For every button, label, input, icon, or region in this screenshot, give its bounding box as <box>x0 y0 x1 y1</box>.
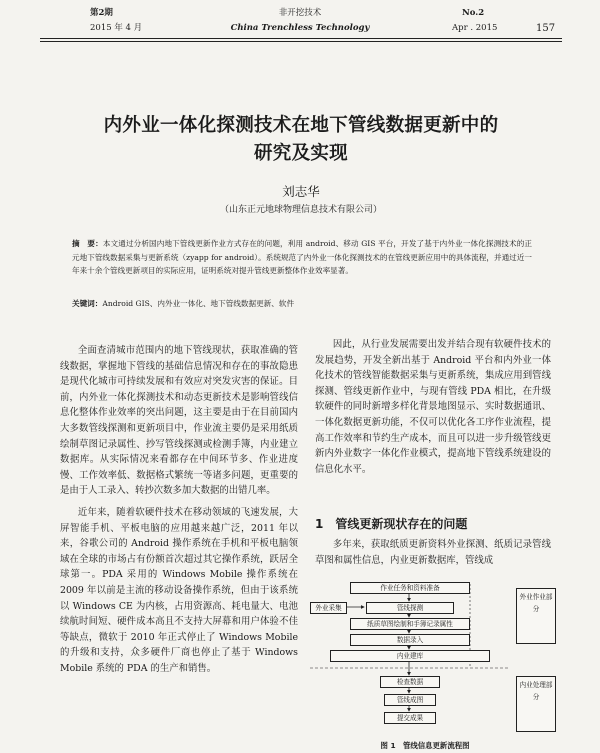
flow-step-data-entry: 数据录入 <box>350 634 470 646</box>
right-column <box>315 337 551 477</box>
header-rule-thin <box>40 41 562 42</box>
abstract <box>72 237 532 278</box>
article-title-line1: 内外业一体化探测技术在地下管线数据更新中的 <box>103 115 499 136</box>
page-number: 157 <box>536 23 556 34</box>
flow-step-paper-sketch: 纸质草图绘制和手簿记录属性 <box>350 618 470 630</box>
field-work-label: 外业作业部分 <box>516 588 556 644</box>
body-paragraph: 全面查清城市范围内的地下管线现状，获取准确的管线数据，掌握地下管线的基础信息情况和存在的事故隐患是现代化城市可持续发展和有效应对突发灾害的保证。目前，内外业一体化探测技术和动态更新技术是影响管线信息化整体作业效率的突出问题，这主要是由于在目前国内大多数管线探测和更新项目中，作业流主要仍是采用纸质绘制草图记录属性、抄写管线探测或检测手簿，内业建立数据库。从实际情况来看都存在中间环节多、作业进度慢、工作效率低、数据格式繁统一等诸多问题，更重要的是由于人工录入、转抄次数多加大数据的出错几率。 <box>60 345 298 497</box>
section-heading: 1 管线更新现状存在的问题 <box>315 517 468 531</box>
left-column <box>60 343 298 676</box>
office-work-label: 内业处理部分 <box>516 676 556 732</box>
body-paragraph: 近年来，随着软硬件技术在移动领域的飞速发展，大屏智能手机、平板电脑的应用越来越广泛，2011 年以来，谷歌公司的 Android 操作系统在手机和平板电脑领域在全球的市场占有份额首次超过其它操作系统，跃居全球第一。PDA 采用的 Windows Mobile 操作系统在 2009 年以前是主流的移动设备操作系统，但由于该系统以 Windows CE 为内核，占用资源高、耗电量大、电池续航时间短、硬件成本高且不支持大屏幕和用户体验不佳等缺点，微软于 2010 年正式停止了 Windows Mobile 的升级和支持，众多硬件厂商也停止了基于 Windows Mobile 系统的 PDA 的生产和销售。 <box>60 506 298 674</box>
keywords-text: Android GIS、内外业一体化、地下管线数据更新、软件 <box>102 299 295 308</box>
flow-step-pipeline-detect: 管线探测 <box>366 602 454 614</box>
right-column-cont <box>315 537 551 568</box>
article-title-line2: 研究及实现 <box>253 143 348 164</box>
journal-name-en: China Trenchless Technology <box>230 23 370 33</box>
flow-step-field-collect: 外业采集 <box>310 602 347 614</box>
keywords <box>72 297 532 310</box>
journal-number: No.2 <box>462 8 485 18</box>
keywords-label: 关键词： <box>72 299 103 308</box>
flow-step-check-data: 检查数据 <box>380 676 440 688</box>
author-name: 刘志华 <box>282 184 320 199</box>
author-affiliation: （山东正元地球物理信息技术有限公司） <box>219 205 382 215</box>
body-paragraph: 多年来，获取纸质更新资料外业探测、纸质记录管线草图和属性信息，内业更新数据库，管线成 <box>315 539 551 566</box>
issue-number: 第2期 <box>90 8 113 18</box>
issue-date: 2015 年 4 月 <box>90 23 143 33</box>
figure-caption: 图 1 管线信息更新流程图 <box>380 741 470 750</box>
abstract-text: 本文通过分析国内地下管线更新作业方式存在的问题，利用 android、移动 GIS 平台，开发了基于内外业一体化探测技术的正元地下管线数据采集与更新系统（zyapp for android）。系统规范了内外业一体化探测技术的在管线更新应用中的具体流程，并通过近一年来十余个管线更新项目的实际应用，证明系统对提升管线更新整体作业效率显著。 <box>72 239 532 276</box>
flow-step-prepare: 作业任务和资料准备 <box>350 582 470 594</box>
body-paragraph: 因此，从行业发展需要出发并结合现有软硬件技术的发展趋势，开发全新出基于 Android 平台和内外业一体化技术的管线智能数据采集与更新系统，集成应用到管线探测、管线更新作业中，与现有管线 PDA 相比，在升级软硬件的同时新增多样化背景地图显示、实时数据通讯、一体化数据更新功能，不仅可以优化各工序作业流程，提高工作效率和节约生产成本，而且可以进一步升级管线更新内外业数字一体化作业模式，提高地下管线系统建设的信息化水平。 <box>315 339 551 475</box>
flow-step-mapping: 管线成图 <box>384 694 436 706</box>
flow-step-build-db: 内业建库 <box>330 650 490 662</box>
header-rule <box>40 38 562 39</box>
journal-month: Apr . 2015 <box>452 23 498 33</box>
flow-step-submit: 提交成果 <box>384 712 436 724</box>
journal-name-cn: 非开挖技术 <box>278 8 322 18</box>
abstract-label: 摘 要： <box>72 239 103 248</box>
flowchart-figure <box>310 580 560 736</box>
